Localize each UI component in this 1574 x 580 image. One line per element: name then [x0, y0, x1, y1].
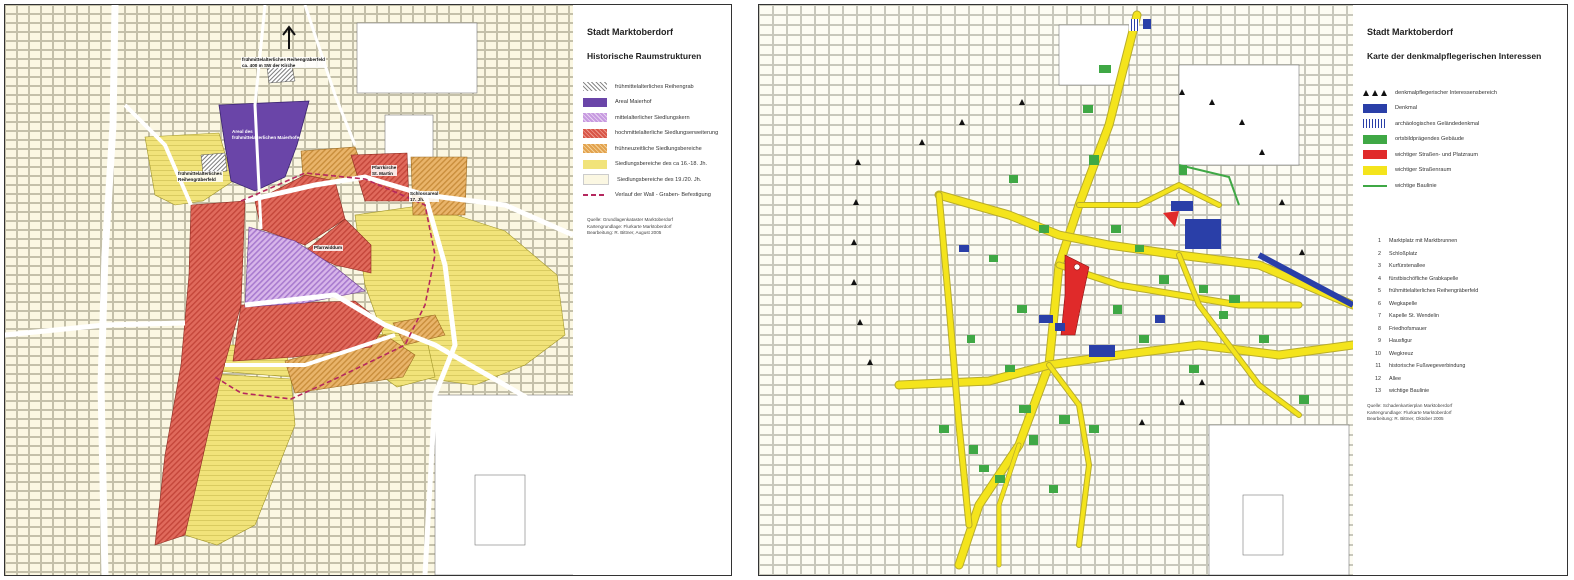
legend-swatch [583, 98, 607, 107]
numbered-site: 3 Kurfürstenallee [1378, 263, 1426, 270]
left-legend-title: Historische Raumstrukturen [587, 51, 702, 61]
right-legend-title: Karte der denkmalpflegerischen Interessen [1367, 51, 1542, 61]
left-legend [573, 5, 731, 575]
numbered-site: 5 frühmittelalterliches Reihengräberfeld [1378, 288, 1479, 295]
legend-swatch [583, 129, 607, 138]
numbered-site: 1 Marktplatz mit Marktbrunnen [1378, 238, 1458, 245]
legend-item: archäologisches Geländedenkmal [1363, 116, 1497, 132]
legend-swatch [1363, 119, 1387, 128]
legend-swatch [583, 82, 607, 91]
numbered-site: 9 Hausfigur [1378, 338, 1413, 345]
numbered-site: 11 historische Fußwegeverbindung [1375, 363, 1466, 370]
left-legend-source: Quelle: Grundlagenkataster Marktoberdorf Kartengrundlage: Flurkarte Marktoberdorf Bearbeitung: R. Bittner, August 2005 [587, 217, 674, 236]
monument-interests-map-panel [758, 4, 1568, 576]
right-legend-city: Stadt Marktoberdorf [1367, 27, 1454, 37]
map-label-reihengraeberfeld: frühmittelalterliches Reihengräberfeld ca. 400 m SW der Kirche [242, 57, 325, 68]
legend-swatch [1363, 166, 1387, 175]
map-label-reihengrab: frühmittelalterliches Reihengräberfeld [178, 171, 222, 182]
historic-structures-map[interactable] [5, 5, 573, 575]
legend-swatch [1363, 185, 1387, 187]
numbered-site: 10 Wegkreuz [1375, 350, 1414, 357]
legend-item: Siedlungsbereiche des 19./20. Jh. [583, 172, 718, 188]
legend-item: Verlauf der Wall - Graben- Befestigung [583, 188, 718, 204]
triangle-marker-icon [1363, 90, 1387, 96]
legend-item: Denkmal [1363, 101, 1497, 117]
map-label-pfarrwiddum: Pfarrwiddum [314, 245, 343, 250]
left-legend-items [583, 79, 718, 203]
legend-item: ortsbildprägendes Gebäude [1363, 132, 1497, 148]
numbered-site: 8 Friedhofsmauer [1378, 325, 1427, 332]
legend-swatch [1363, 104, 1387, 113]
map-label-schlossareal: Schlossareal 17. Jh. [410, 191, 439, 202]
legend-swatch [583, 144, 607, 153]
legend-item: Areal Maierhof [583, 95, 718, 111]
numbered-site: 6 Wegkapelle [1378, 300, 1418, 307]
legend-item: wichtige Baulinie [1363, 178, 1497, 194]
numbered-site: 4 fürstbischöfliche Grabkapelle [1378, 275, 1459, 282]
numbered-site: 12 Allee [1375, 375, 1401, 382]
legend-item: Siedlungsbereiche des ca 16.-18. Jh. [583, 157, 718, 173]
map-label-pfarrkirche: Pfarrkirche St. Martin [372, 165, 397, 176]
legend-swatch [583, 113, 607, 122]
legend-item: frühmittelalterliches Reihengrab [583, 79, 718, 95]
legend-item: mittelalterlicher Siedlungskern [583, 110, 718, 126]
legend-swatch [583, 160, 607, 169]
numbered-site: 13 wichtige Baulinie [1375, 388, 1430, 395]
right-legend-source: Quelle: Schadenkartierplan Marktoberdorf Kartengrundlage: Flurkarte Marktoberdorf Bearbeitung: R. Bittner, Oktober 2005 [1367, 403, 1453, 422]
monument-interests-map[interactable] [759, 5, 1353, 575]
legend-item: wichtiger Straßenraum [1363, 163, 1497, 179]
map-label-maierhof: Areal des frühmittelalterlichen Maierhofes [232, 129, 302, 140]
right-legend-items [1363, 85, 1497, 194]
numbered-site: 7 Kapelle St. Wendelin [1378, 313, 1439, 320]
legend-item: hochmittelalterliche Siedlungserweiterung [583, 126, 718, 142]
left-legend-city: Stadt Marktoberdorf [587, 27, 674, 37]
legend-item: denkmalpflegerischer Interessensbereich [1363, 85, 1497, 101]
legend-swatch [583, 174, 609, 185]
numbered-sites-list [1367, 235, 1478, 398]
historic-structures-map-panel [4, 4, 732, 576]
legend-item: wichtiger Straßen- und Platzraum [1363, 147, 1497, 163]
legend-item: frühneuzeitliche Siedlungsbereiche [583, 141, 718, 157]
legend-swatch [583, 194, 607, 196]
right-legend [1353, 5, 1567, 575]
legend-swatch [1363, 150, 1387, 159]
legend-swatch [1363, 135, 1387, 144]
numbered-site: 2 Schloßplatz [1378, 250, 1418, 257]
